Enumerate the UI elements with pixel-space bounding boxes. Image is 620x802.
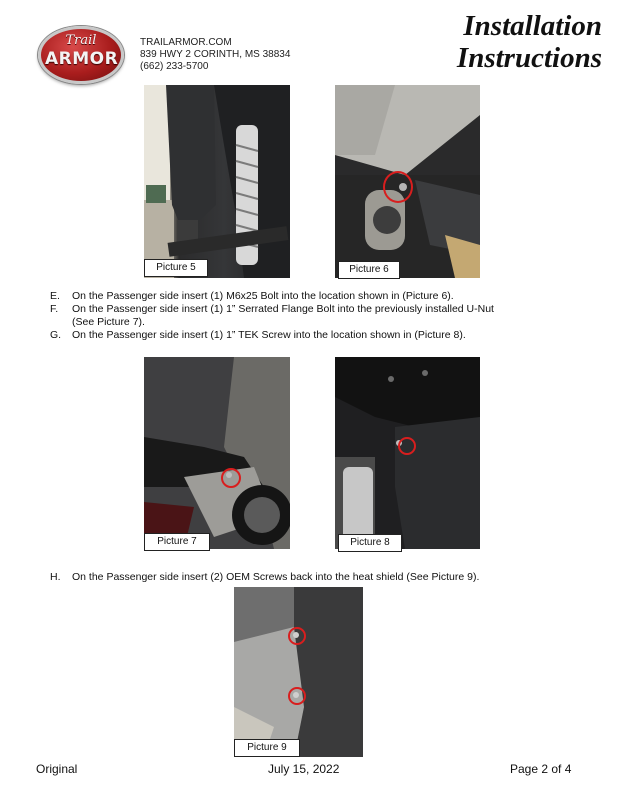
step-f xyxy=(50,303,494,329)
logo-trail-text: Trail xyxy=(65,33,97,48)
highlight-circle-picture-7 xyxy=(221,468,241,488)
footer-version: Original xyxy=(36,762,78,776)
document-title xyxy=(457,10,602,74)
company-info xyxy=(140,37,290,73)
title-line-instructions: Instructions xyxy=(456,42,602,74)
caption-picture-9: Picture 9 xyxy=(234,739,300,757)
picture-9-scene xyxy=(234,587,363,757)
highlight-circle-picture-6 xyxy=(383,171,413,203)
step-g-text: On the Passenger side insert (1) 1” TEK Screw into the location shown in (Picture 8). xyxy=(72,329,466,341)
step-e-text: On the Passenger side insert (1) M6x25 Bolt into the location shown in (Picture 6). xyxy=(72,290,454,302)
photo-picture-5 xyxy=(144,85,290,278)
company-website: TRAILARMOR.COM xyxy=(140,37,232,48)
picture-5-scene xyxy=(144,85,290,278)
caption-picture-8: Picture 8 xyxy=(338,534,402,552)
photo-picture-6 xyxy=(335,85,480,278)
step-h-letter: H. xyxy=(50,571,61,583)
steps-e-to-g xyxy=(50,290,494,342)
highlight-circle-picture-9-bottom xyxy=(288,687,306,705)
caption-picture-5: Picture 5 xyxy=(144,259,208,277)
footer-date: July 15, 2022 xyxy=(268,762,340,776)
highlight-circle-picture-8 xyxy=(398,437,416,455)
photo-picture-8 xyxy=(335,357,480,549)
caption-picture-6: Picture 6 xyxy=(338,261,400,279)
step-g xyxy=(50,329,494,342)
step-e-letter: E. xyxy=(50,290,60,302)
step-h xyxy=(50,571,479,584)
steps-h xyxy=(50,571,479,584)
step-f-letter: F. xyxy=(50,303,59,315)
photo-picture-7 xyxy=(144,357,290,549)
step-g-letter: G. xyxy=(50,329,62,341)
company-address: 839 HWY 2 CORINTH, MS 38834 xyxy=(140,49,291,60)
highlight-circle-picture-9-top xyxy=(288,627,306,645)
step-f-text-line-1: On the Passenger side insert (1) 1” Serrated Flange Bolt into the previously installed U-Nut xyxy=(72,303,494,315)
step-f-text-line-2: (See Picture 7). xyxy=(72,316,145,328)
footer-page-number: Page 2 of 4 xyxy=(510,762,572,776)
trail-armor-logo xyxy=(38,26,124,84)
picture-7-scene xyxy=(144,357,290,549)
title-line-installation: Installation xyxy=(463,10,602,42)
photo-picture-9 xyxy=(234,587,363,757)
company-phone: (662) 233-5700 xyxy=(140,61,209,72)
step-e xyxy=(50,290,494,303)
logo-armor-text: ARMOR xyxy=(45,49,119,69)
step-h-text: On the Passenger side insert (2) OEM Screws back into the heat shield (See Picture 9). xyxy=(72,571,480,583)
caption-picture-7: Picture 7 xyxy=(144,533,210,551)
